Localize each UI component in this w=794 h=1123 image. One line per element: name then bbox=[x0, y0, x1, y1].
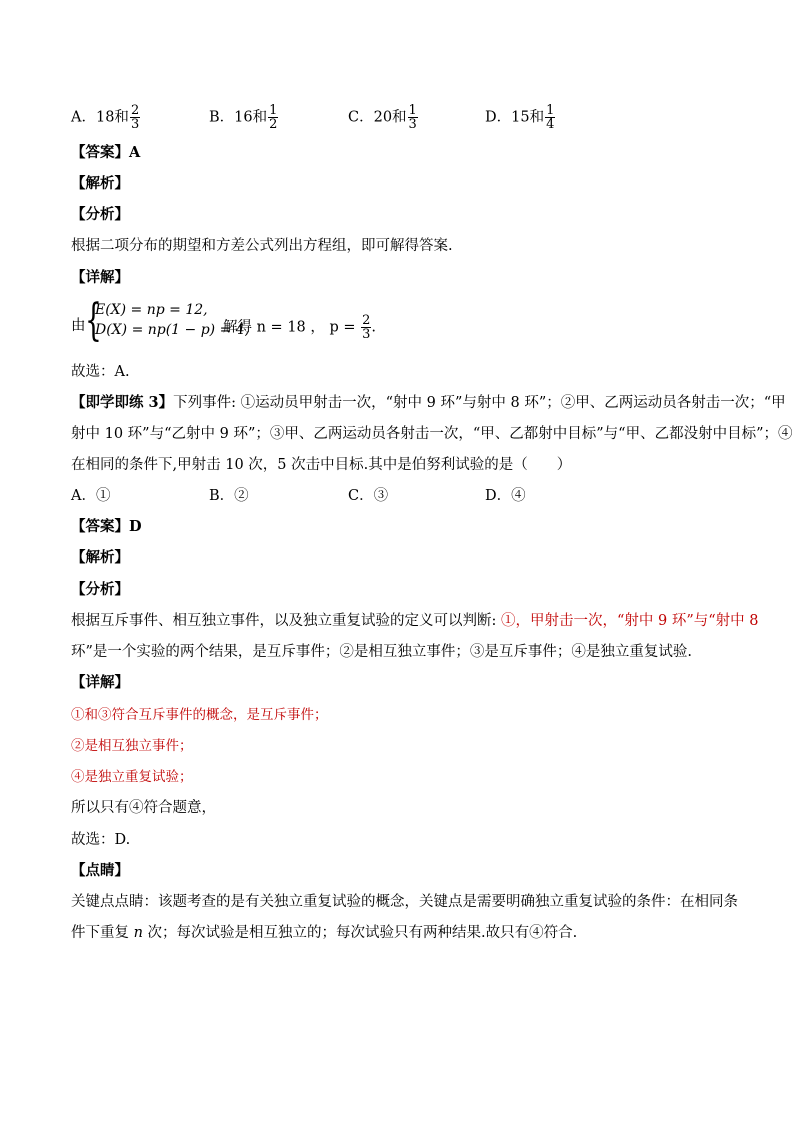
fenxi-label: 【分析】 bbox=[71, 206, 129, 223]
question-3-tag: 【即学即练 3】 bbox=[71, 394, 174, 411]
q3-fenxi-text-red: ①，甲射击一次，“射中 9 环”与“射中 8 bbox=[501, 613, 759, 629]
q3-dianjing-label: 【点睛】 bbox=[71, 862, 129, 879]
option-c bbox=[348, 104, 418, 131]
equation-expectation: E(X) = np = 12, bbox=[95, 302, 208, 318]
fraction-numerator: 1 bbox=[546, 103, 555, 118]
fraction-denominator: 3 bbox=[362, 327, 371, 342]
q3-key-line-1: 关键点点睛：该题考查的是有关独立重复试验的概念，关键点是需要明确独立重复试验的条件：在相同条 bbox=[71, 894, 738, 910]
q3-detail-2: ②是相互独立事件； bbox=[71, 738, 193, 754]
fraction-numerator: 2 bbox=[130, 103, 140, 118]
q3-option-b: B．② bbox=[209, 488, 249, 504]
q3-choose-text: 故选：D. bbox=[71, 832, 131, 848]
option-a bbox=[71, 104, 140, 131]
question-3-line-3: 在相同的条件下,甲射击 10 次，5 次击中目标.其中是伯努利试验的是（ ） bbox=[71, 457, 572, 473]
option-d-prefix: D．15和 bbox=[485, 109, 545, 126]
fraction-numerator: 1 bbox=[269, 103, 278, 118]
p-fraction bbox=[361, 314, 371, 341]
q3-fenxi-label: 【分析】 bbox=[71, 581, 129, 598]
q3-key-text-b: 次；每次试验是相互独立的；每次试验只有两种结果.故只有④符合. bbox=[142, 925, 578, 941]
equation-variance: D(X) = np(1 − p) = 4, bbox=[95, 322, 250, 338]
question-3-line-2: 射中 10 环”与“乙射中 9 环”；③甲、乙两运动员各射击一次，“甲、乙都射中目标”与“甲、乙都没射中目标”；④ bbox=[71, 426, 793, 442]
question-3-text-1: 下列事件: ①运动员甲射击一次，“射中 9 环”与射中 8 环”；②甲、乙两运动员各射击一次；“甲 bbox=[173, 395, 786, 411]
choose-text: 故选：A. bbox=[71, 364, 130, 380]
option-b bbox=[209, 104, 278, 131]
q3-fenxi-line-2: 环”是一个实验的两个结果，是互斥事件；②是相互独立事件；③是互斥事件；④是独立重复试验. bbox=[71, 644, 693, 660]
option-a-prefix: A．18和 bbox=[71, 109, 129, 126]
fraction-numerator: 1 bbox=[408, 103, 417, 118]
option-c-prefix: C．20和 bbox=[348, 109, 407, 126]
fraction-denominator: 4 bbox=[546, 117, 555, 132]
answer-label: 【答案】A bbox=[71, 144, 141, 161]
fraction-denominator: 3 bbox=[408, 117, 417, 132]
fenxi-text: 根据二项分布的期望和方差公式列出方程组，即可解得答案. bbox=[71, 238, 453, 254]
q3-detail-label: 【详解】 bbox=[71, 674, 129, 691]
option-d bbox=[485, 104, 555, 131]
q3-detail-1: ①和③符合互斥事件的概念，是互斥事件； bbox=[71, 707, 328, 723]
solve-text bbox=[223, 314, 376, 341]
q3-fenxi-line-1 bbox=[71, 611, 759, 631]
option-c-fraction bbox=[408, 104, 418, 131]
you-text: 由 bbox=[71, 318, 86, 334]
variable-n: n bbox=[133, 925, 143, 941]
q3-option-c: C．③ bbox=[348, 488, 389, 504]
option-d-fraction bbox=[545, 104, 555, 131]
option-b-fraction bbox=[268, 104, 278, 131]
solve-expression: 解得 n = 18 ， p = bbox=[223, 319, 356, 336]
detail-label: 【详解】 bbox=[71, 269, 129, 286]
q3-analysis-label: 【解析】 bbox=[71, 549, 129, 566]
left-brace: { bbox=[85, 295, 102, 346]
q3-option-a: A．① bbox=[71, 488, 111, 504]
option-a-fraction bbox=[130, 104, 140, 131]
fraction-denominator: 2 bbox=[269, 117, 278, 132]
question-3-line-1 bbox=[71, 393, 786, 413]
period: . bbox=[371, 319, 377, 336]
q3-answer-label: 【答案】D bbox=[71, 518, 142, 535]
q3-key-line-2 bbox=[71, 923, 577, 943]
q3-option-d: D．④ bbox=[485, 488, 526, 504]
q3-detail-3: ④是独立重复试验； bbox=[71, 769, 193, 785]
q3-key-text-a: 件下重复 bbox=[71, 925, 134, 941]
option-b-prefix: B．16和 bbox=[209, 109, 268, 126]
analysis-label: 【解析】 bbox=[71, 175, 129, 192]
q3-detail-4: 所以只有④符合题意， bbox=[71, 800, 216, 816]
fraction-numerator: 2 bbox=[362, 313, 371, 328]
q3-fenxi-text-black: 根据互斥事件、相互独立事件，以及独立重复试验的定义可以判断: bbox=[71, 613, 501, 629]
fraction-denominator: 3 bbox=[130, 117, 140, 132]
